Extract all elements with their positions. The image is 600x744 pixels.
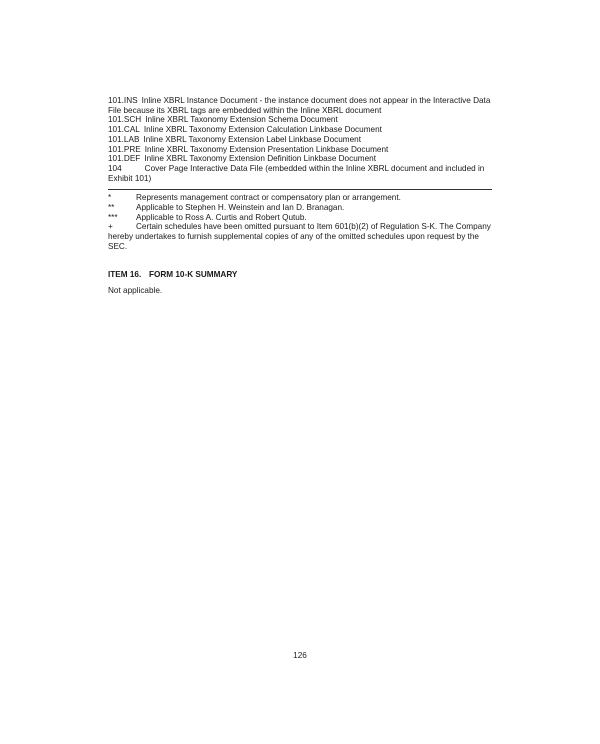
exhibit-description: Cover Page Interactive Data File (embedded within the Inline XBRL document and included in Exhibit 101) [108,163,485,183]
exhibit-row [108,115,492,125]
footnote [108,213,492,223]
exhibit-row [108,125,492,135]
page-number: 126 [293,651,307,660]
exhibit-number: 104 [108,163,122,173]
exhibit-number: 101.INS [108,96,138,105]
footnote-mark: + [108,222,113,232]
footnote [108,222,492,251]
footnote [108,203,492,213]
exhibit-row [108,135,492,145]
exhibit-number: 101.DEF [108,154,141,164]
exhibit-description: Inline XBRL Taxonomy Extension Label Linkbase Document [143,134,361,144]
exhibit-list [108,96,492,183]
footnote-mark: * [108,193,112,203]
exhibit-number: 101.PRE [108,144,141,154]
exhibit-row [108,145,492,155]
document-page [108,96,492,296]
footnote-text: Applicable to Stephen H. Weinstein and Ian D. Branagan. [136,203,345,213]
exhibit-row [108,154,492,164]
section-title: FORM 10-K SUMMARY [149,269,238,279]
section-body: Not applicable. [108,286,163,296]
exhibit-number: 101.SCH [108,115,142,125]
exhibit-description: Inline XBRL Taxonomy Extension Schema Document [145,115,338,125]
footnote [108,193,492,203]
footnote-mark: *** [108,212,118,222]
exhibit-number: 101.LAB [108,134,140,144]
footnote-text: Certain schedules have been omitted pursuant to Item 601(b)(2) of Regulation S-K. The Company hereby undertakes to furnish supplemental copies of any of the omitted schedules upon request by the SEC. [108,222,491,251]
footnote-text: Represents management contract or compensatory plan or arrangement. [136,193,401,203]
section-heading [108,270,492,280]
footnote-mark: ** [108,203,115,213]
exhibit-number: 101.CAL [108,125,140,135]
footnote-list [108,193,492,251]
exhibit-row [108,96,492,115]
exhibit-description: Inline XBRL Taxonomy Extension Calculation Linkbase Document [143,125,382,135]
item-number: ITEM 16. [108,269,142,279]
exhibit-description: Inline XBRL Instance Document - the instance document does not appear in the Interactive Data File because its XBRL tags are embedded within the Inline XBRL document [108,96,491,115]
exhibit-description: Inline XBRL Taxonomy Extension Definition Linkbase Document [144,154,376,164]
exhibit-row [108,164,492,183]
exhibit-description: Inline XBRL Taxonomy Extension Presentation Linkbase Document [144,144,389,154]
footnote-divider [108,189,492,190]
footnote-text: Applicable to Ross A. Curtis and Robert Qutub. [136,212,307,222]
